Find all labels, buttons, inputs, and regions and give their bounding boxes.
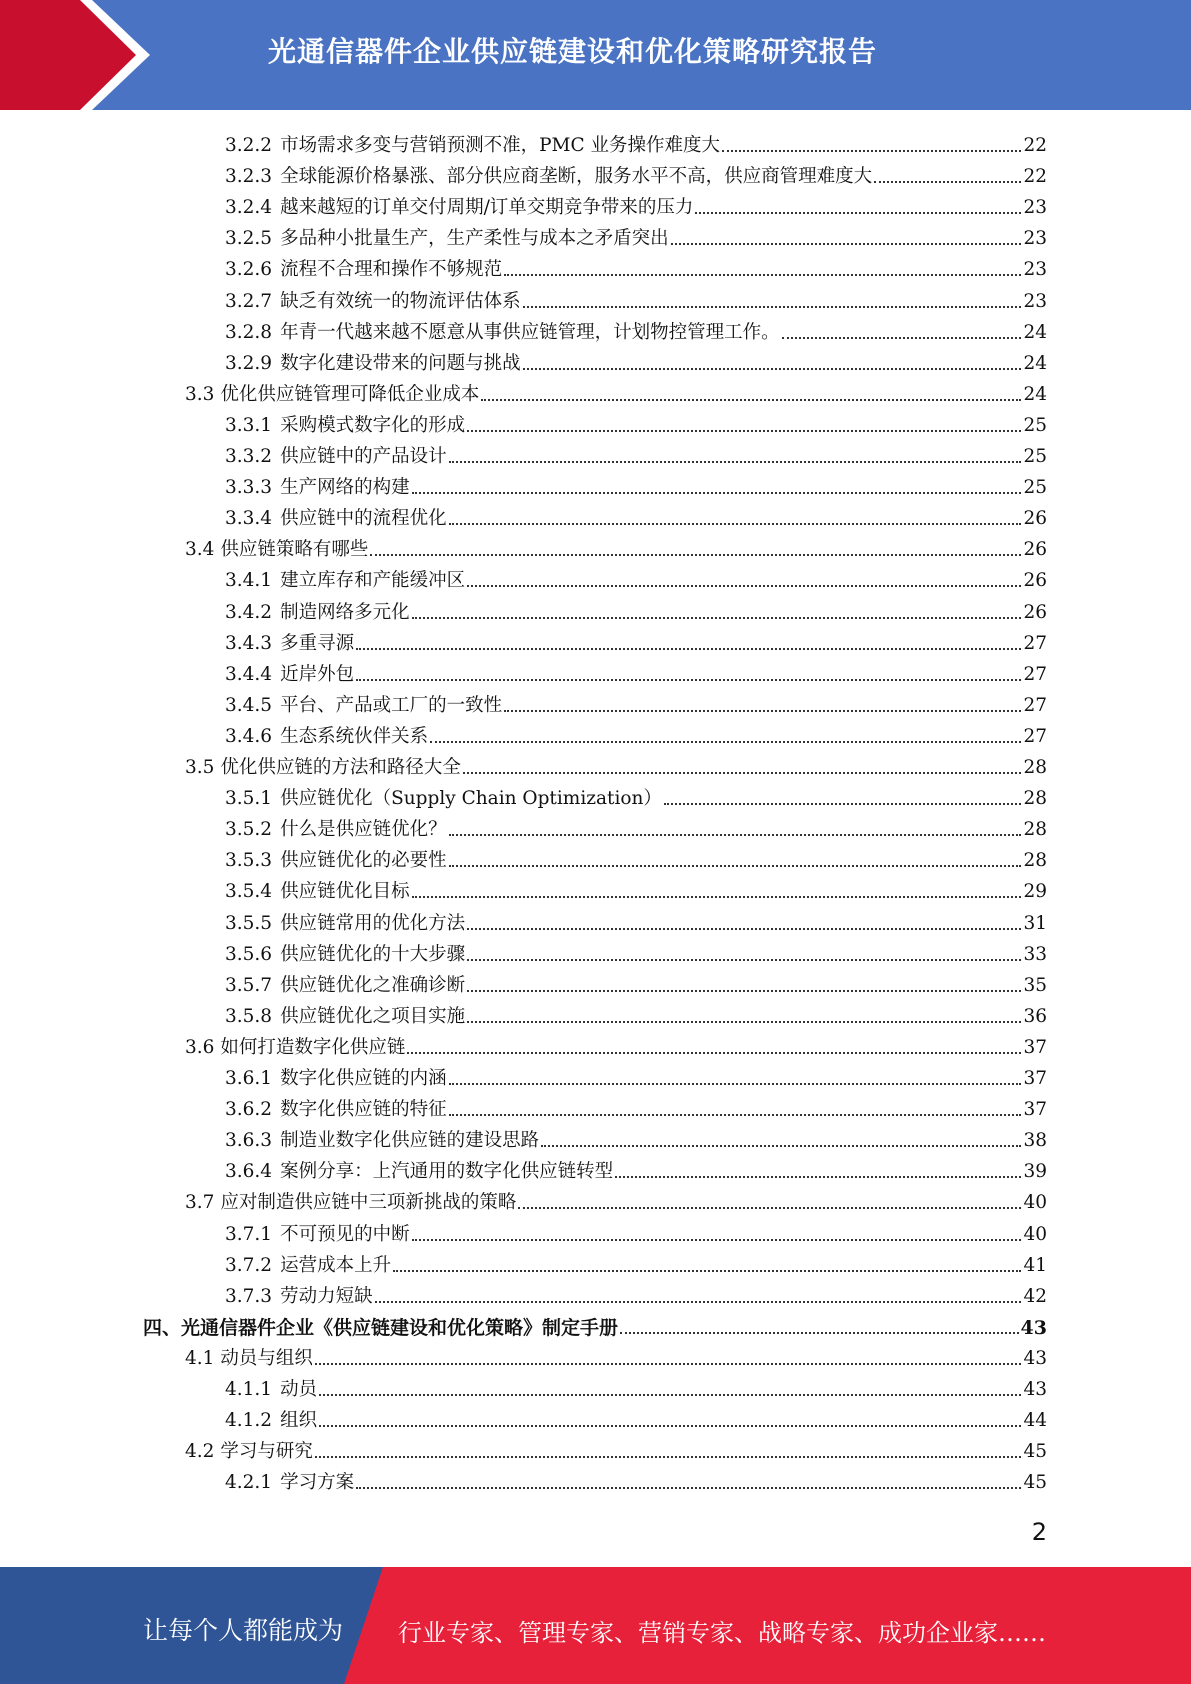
toc-entry-number: 3.3 xyxy=(185,383,215,405)
toc-entry-page: 24 xyxy=(1023,352,1047,374)
toc-entry[interactable] xyxy=(225,1401,1047,1432)
toc-entry-number: 3.2.4 xyxy=(225,197,273,219)
toc-dot-leader xyxy=(467,585,1021,587)
toc-entry-title: 劳动力短缺 xyxy=(280,1285,373,1307)
toc-entry-page: 28 xyxy=(1023,850,1047,872)
toc-entry-page: 43 xyxy=(1023,1379,1047,1400)
toc-entry[interactable] xyxy=(225,157,1047,188)
toc-entry-number: 3.2.5 xyxy=(225,228,273,250)
toc-entry-number: 3.5.5 xyxy=(225,912,273,934)
toc-entry-page: 26 xyxy=(1023,508,1047,530)
toc-entry-page: 23 xyxy=(1023,228,1047,250)
toc-entry-number: 3.7.2 xyxy=(225,1254,273,1276)
toc-dot-leader xyxy=(319,1394,1021,1396)
toc-entry[interactable] xyxy=(225,499,1047,530)
toc-entry[interactable] xyxy=(225,561,1047,592)
toc-entry-title: 供应链优化之准确诊断 xyxy=(280,974,466,996)
toc-entry-number: 4.2.1 xyxy=(225,1472,273,1494)
toc-entry-page: 23 xyxy=(1023,197,1047,219)
toc-entry-number: 3.6.1 xyxy=(225,1068,273,1089)
header-chevron-icon xyxy=(0,0,160,110)
toc-entry-page: 26 xyxy=(1023,539,1047,561)
toc-dot-leader xyxy=(449,461,1022,463)
toc-dot-leader xyxy=(467,928,1021,930)
toc-entry-page: 24 xyxy=(1023,383,1047,405)
toc-entry[interactable] xyxy=(225,686,1047,717)
toc-entry-title: 数字化供应链的内涵 xyxy=(280,1068,447,1089)
toc-entry[interactable] xyxy=(225,1090,1047,1121)
toc-entry[interactable] xyxy=(225,1463,1047,1494)
toc-entry-title: 动员 xyxy=(280,1379,318,1400)
toc-entry-page: 40 xyxy=(1023,1192,1047,1214)
toc-entry-page: 28 xyxy=(1023,757,1047,778)
toc-entry-number: 3.4.4 xyxy=(225,663,273,685)
toc-entry-title: 年青一代越来越不愿意从事供应链管理，计划物控管理工作。 xyxy=(280,321,780,343)
toc-entry-page: 33 xyxy=(1023,943,1047,965)
toc-entry[interactable] xyxy=(225,904,1047,935)
toc-entry-title: 近岸外包 xyxy=(280,663,355,685)
toc-entry[interactable] xyxy=(185,1432,1047,1463)
toc-dot-leader xyxy=(375,1301,1022,1303)
toc-entry-title: 供应链常用的优化方法 xyxy=(280,912,466,934)
toc-entry-page: 43 xyxy=(1023,1347,1047,1369)
toc-entry[interactable] xyxy=(225,437,1047,468)
toc-entry-page: 25 xyxy=(1023,477,1047,499)
toc-dot-leader xyxy=(315,1456,1022,1458)
toc-entry-number: 3.7 xyxy=(185,1192,215,1214)
toc-entry[interactable] xyxy=(225,997,1047,1028)
toc-dot-leader xyxy=(319,1425,1021,1427)
toc-entry-number: 3.2.7 xyxy=(225,290,273,312)
toc-dot-leader xyxy=(518,1207,1021,1209)
toc-entry[interactable] xyxy=(225,219,1047,250)
toc-entry[interactable] xyxy=(225,250,1047,281)
toc-entry-number: 3.5.4 xyxy=(225,881,273,903)
toc-entry-page: 27 xyxy=(1023,632,1047,654)
toc-dot-leader xyxy=(393,1270,1021,1272)
toc-entry[interactable] xyxy=(225,188,1047,219)
toc-entry-title: 供应链中的流程优化 xyxy=(280,508,447,530)
header-title: 光通信器件企业供应链建设和优化策略研究报告 xyxy=(268,35,878,68)
toc-dot-leader xyxy=(463,772,1022,774)
toc-entry[interactable] xyxy=(225,1370,1047,1401)
toc-dot-leader xyxy=(467,1021,1021,1023)
toc-entry-title: 供应链优化的必要性 xyxy=(280,850,447,872)
toc-dot-leader xyxy=(467,990,1021,992)
toc-dot-leader xyxy=(315,1363,1022,1365)
toc-entry-page: 25 xyxy=(1023,446,1047,467)
toc-entry[interactable] xyxy=(225,935,1047,966)
toc-entry-title: 动员与组织 xyxy=(220,1347,313,1369)
toc-entry-number: 3.3.2 xyxy=(225,446,273,467)
toc-entry-number: 3.6.3 xyxy=(225,1130,273,1152)
toc-dot-leader xyxy=(449,1083,1022,1085)
toc-entry-page: 31 xyxy=(1023,912,1047,934)
toc-entry-number: 3.4 xyxy=(185,539,215,561)
toc-entry-title: 供应链优化目标 xyxy=(280,881,410,903)
toc-entry-number: 3.2.3 xyxy=(225,166,273,188)
toc-entry-page: 43 xyxy=(1020,1316,1047,1339)
toc-dot-leader xyxy=(523,306,1022,308)
toc-entry-page: 37 xyxy=(1023,1099,1047,1121)
toc-entry[interactable] xyxy=(225,779,1047,810)
toc-entry-number: 3.5.7 xyxy=(225,974,273,996)
toc-dot-leader xyxy=(370,554,1021,556)
toc-entry[interactable] xyxy=(225,1277,1047,1308)
toc-entry-page: 39 xyxy=(1023,1161,1047,1183)
toc-entry[interactable] xyxy=(185,530,1047,561)
toc-entry-title: 建立库存和产能缓冲区 xyxy=(280,570,466,592)
toc-entry-number: 4.2 xyxy=(185,1441,215,1463)
toc-entry-title: 优化供应链的方法和路径大全 xyxy=(220,757,461,778)
toc-entry-page: 27 xyxy=(1023,694,1047,716)
toc-entry-page: 26 xyxy=(1023,570,1047,592)
toc-dot-leader xyxy=(523,368,1022,370)
toc-entry-page: 37 xyxy=(1023,1068,1047,1089)
toc-entry-page: 22 xyxy=(1023,135,1047,156)
toc-entry-title: 运营成本上升 xyxy=(280,1254,392,1276)
toc-entry[interactable] xyxy=(225,313,1047,344)
toc-entry-title: 全球能源价格暴涨、部分供应商垄断，服务水平不高，供应商管理难度大 xyxy=(280,166,873,188)
toc-dot-leader xyxy=(671,243,1022,245)
toc-entry[interactable] xyxy=(185,375,1047,406)
toc-entry[interactable] xyxy=(225,872,1047,903)
toc-entry-title: 优化供应链管理可降低企业成本 xyxy=(220,383,480,405)
toc-entry-number: 4.1.1 xyxy=(225,1379,273,1400)
footer-slogan-left: 让每个人都能成为 xyxy=(143,1616,344,1645)
toc-entry-title: 缺乏有效统一的物流评估体系 xyxy=(280,290,521,312)
toc-entry-title: 平台、产品或工厂的一致性 xyxy=(280,694,503,716)
toc-entry[interactable] xyxy=(225,655,1047,686)
toc-entry[interactable] xyxy=(225,841,1047,872)
toc-entry-number: 3.4.2 xyxy=(225,601,273,623)
page-footer xyxy=(0,1567,1191,1684)
toc-dot-leader xyxy=(504,710,1021,712)
toc-entry[interactable] xyxy=(225,593,1047,624)
toc-entry-number: 4.1.2 xyxy=(225,1410,273,1432)
toc-dot-leader xyxy=(412,492,1022,494)
toc-entry-page: 45 xyxy=(1023,1472,1047,1494)
toc-entry[interactable] xyxy=(225,126,1047,157)
toc-entry-number: 3.5.6 xyxy=(225,943,273,965)
toc-entry-title: 多品种小批量生产，生产柔性与成本之矛盾突出 xyxy=(280,228,669,250)
toc-entry[interactable] xyxy=(225,1059,1047,1090)
toc-dot-leader xyxy=(504,274,1021,276)
page-header xyxy=(0,0,1191,110)
toc-dot-leader xyxy=(467,430,1021,432)
toc-entry-page: 28 xyxy=(1023,819,1047,841)
toc-dot-leader xyxy=(695,212,1021,214)
toc-entry-title: 采购模式数字化的形成 xyxy=(280,414,466,436)
toc-entry-number: 3.3.1 xyxy=(225,414,273,436)
toc-entry-title: 数字化建设带来的问题与挑战 xyxy=(280,352,521,374)
toc-dot-leader xyxy=(467,959,1021,961)
footer-slogan-right: 行业专家、管理专家、营销专家、战略专家、成功企业家…… xyxy=(398,1619,1046,1647)
toc-entry[interactable] xyxy=(185,1028,1047,1059)
toc-entry[interactable] xyxy=(143,1308,1047,1339)
toc-entry[interactable] xyxy=(225,810,1047,841)
toc-dot-leader xyxy=(412,617,1022,619)
toc-entry-page: 24 xyxy=(1023,321,1047,343)
toc-dot-leader xyxy=(412,1239,1022,1241)
toc-entry-title: 光通信器件企业《供应链建设和优化策略》制定手册 xyxy=(181,1316,619,1339)
toc-entry-page: 23 xyxy=(1023,259,1047,281)
toc-entry-page: 26 xyxy=(1023,601,1047,623)
toc-entry-title: 供应链优化之项目实施 xyxy=(280,1005,466,1027)
toc-entry-number: 3.7.3 xyxy=(225,1285,273,1307)
toc-entry[interactable] xyxy=(225,717,1047,748)
toc-entry-page: 29 xyxy=(1023,881,1047,903)
toc-entry-number: 3.6.2 xyxy=(225,1099,273,1121)
toc-entry-number: 3.4.6 xyxy=(225,725,273,747)
toc-entry-page: 35 xyxy=(1023,974,1047,996)
toc-dot-leader xyxy=(356,679,1021,681)
toc-entry-title: 案例分享：上汽通用的数字化供应链转型 xyxy=(280,1161,614,1183)
toc-entry[interactable] xyxy=(225,1121,1047,1152)
toc-dot-leader xyxy=(722,150,1021,152)
toc-entry-title: 组织 xyxy=(280,1410,318,1432)
toc-entry-title: 应对制造供应链中三项新挑战的策略 xyxy=(220,1192,517,1214)
toc-entry-page: 44 xyxy=(1023,1410,1047,1432)
toc-entry[interactable] xyxy=(225,344,1047,375)
toc-entry[interactable] xyxy=(225,468,1047,499)
toc-dot-leader xyxy=(481,399,1021,401)
toc-dot-leader xyxy=(430,741,1021,743)
toc-entry-number: 3.5.2 xyxy=(225,819,273,841)
toc-entry-number: 3.2.8 xyxy=(225,321,273,343)
toc-entry-title: 供应链中的产品设计 xyxy=(280,446,447,467)
toc-entry-page: 40 xyxy=(1023,1223,1047,1245)
toc-entry-number: 4.1 xyxy=(185,1347,215,1369)
toc-entry-title: 供应链策略有哪些 xyxy=(220,539,369,561)
toc-entry-title: 市场需求多变与营销预测不准，PMC 业务操作难度大 xyxy=(280,135,721,156)
toc-entry[interactable] xyxy=(225,282,1047,313)
toc-entry-title: 数字化供应链的特征 xyxy=(280,1099,447,1121)
toc-entry-title: 学习与研究 xyxy=(220,1441,313,1463)
toc-entry-number: 3.4.5 xyxy=(225,694,273,716)
toc-entry-title: 学习方案 xyxy=(280,1472,355,1494)
toc-entry[interactable] xyxy=(225,406,1047,437)
toc-entry[interactable] xyxy=(225,1152,1047,1183)
toc-entry-page: 41 xyxy=(1023,1254,1047,1276)
toc-entry-title: 生态系统伙伴关系 xyxy=(280,725,429,747)
toc-entry-number: 3.2.9 xyxy=(225,352,273,374)
toc-dot-leader xyxy=(615,1176,1021,1178)
toc-entry-number: 3.4.3 xyxy=(225,632,273,654)
toc-entry-title: 制造网络多元化 xyxy=(280,601,410,623)
toc-entry-number: 3.6.4 xyxy=(225,1161,273,1183)
toc-entry-number: 3.2.2 xyxy=(225,135,273,156)
toc-entry-title: 生产网络的构建 xyxy=(280,477,410,499)
toc-entry-page: 37 xyxy=(1023,1036,1047,1058)
toc-entry-title: 越来越短的订单交付周期/订单交期竞争带来的压力 xyxy=(280,197,694,219)
toc-entry[interactable] xyxy=(225,1215,1047,1246)
toc-entry-title: 制造业数字化供应链的建设思路 xyxy=(280,1130,540,1152)
page-number: 2 xyxy=(1031,1518,1047,1546)
toc-entry-title: 多重寻源 xyxy=(280,632,355,654)
toc-dot-leader xyxy=(449,865,1022,867)
toc-entry-page: 36 xyxy=(1023,1005,1047,1027)
toc-dot-leader xyxy=(874,181,1021,183)
toc-entry-title: 不可预见的中断 xyxy=(280,1223,410,1245)
toc-entry-number: 3.7.1 xyxy=(225,1223,273,1245)
toc-entry-number: 3.6 xyxy=(185,1036,215,1058)
toc-dot-leader xyxy=(782,337,1022,339)
toc-entry-page: 23 xyxy=(1023,290,1047,312)
toc-dot-leader xyxy=(407,1052,1021,1054)
toc-entry-title: 如何打造数字化供应链 xyxy=(220,1036,406,1058)
toc-entry-title: 什么是供应链优化？ xyxy=(280,819,447,841)
toc-entry-page: 22 xyxy=(1023,166,1047,188)
toc-entry-number: 3.3.4 xyxy=(225,508,273,530)
toc-entry-number: 3.5.8 xyxy=(225,1005,273,1027)
toc-dot-leader xyxy=(449,523,1022,525)
toc-entry-page: 45 xyxy=(1023,1441,1047,1463)
toc-dot-leader xyxy=(541,1145,1021,1147)
toc-entry-number: 3.5.1 xyxy=(225,788,273,810)
toc-entry[interactable] xyxy=(185,1183,1047,1214)
toc-entry[interactable] xyxy=(225,624,1047,655)
toc-entry-page: 25 xyxy=(1023,414,1047,436)
toc-entry[interactable] xyxy=(225,966,1047,997)
toc-dot-leader xyxy=(449,834,1022,836)
toc-dot-leader xyxy=(620,1332,1019,1334)
toc-entry[interactable] xyxy=(185,1339,1047,1370)
toc-entry-page: 27 xyxy=(1023,725,1047,747)
toc-entry-title: 流程不合理和操作不够规范 xyxy=(280,259,503,281)
toc-entry-number: 3.5 xyxy=(185,757,215,778)
toc-entry-number: 3.3.3 xyxy=(225,477,273,499)
toc-entry-number: 3.4.1 xyxy=(225,570,273,592)
toc-dot-leader xyxy=(412,896,1022,898)
toc-dot-leader xyxy=(664,803,1022,805)
toc-entry-number: 3.2.6 xyxy=(225,259,273,281)
toc-entry-number: 四、 xyxy=(143,1316,182,1339)
toc-dot-leader xyxy=(356,648,1021,650)
toc-dot-leader xyxy=(449,1114,1022,1116)
toc-entry-page: 28 xyxy=(1023,788,1047,810)
toc-entry-title: 供应链优化的十大步骤 xyxy=(280,943,466,965)
toc-dot-leader xyxy=(356,1487,1021,1489)
toc-entry-page: 27 xyxy=(1023,663,1047,685)
toc-entry-page: 38 xyxy=(1023,1130,1047,1152)
toc-entry[interactable] xyxy=(185,748,1047,779)
toc-entry[interactable] xyxy=(225,1246,1047,1277)
toc-entry-page: 42 xyxy=(1023,1285,1047,1307)
toc-entry-title: 供应链优化（Supply Chain Optimization） xyxy=(280,788,662,810)
toc-entry-number: 3.5.3 xyxy=(225,850,273,872)
